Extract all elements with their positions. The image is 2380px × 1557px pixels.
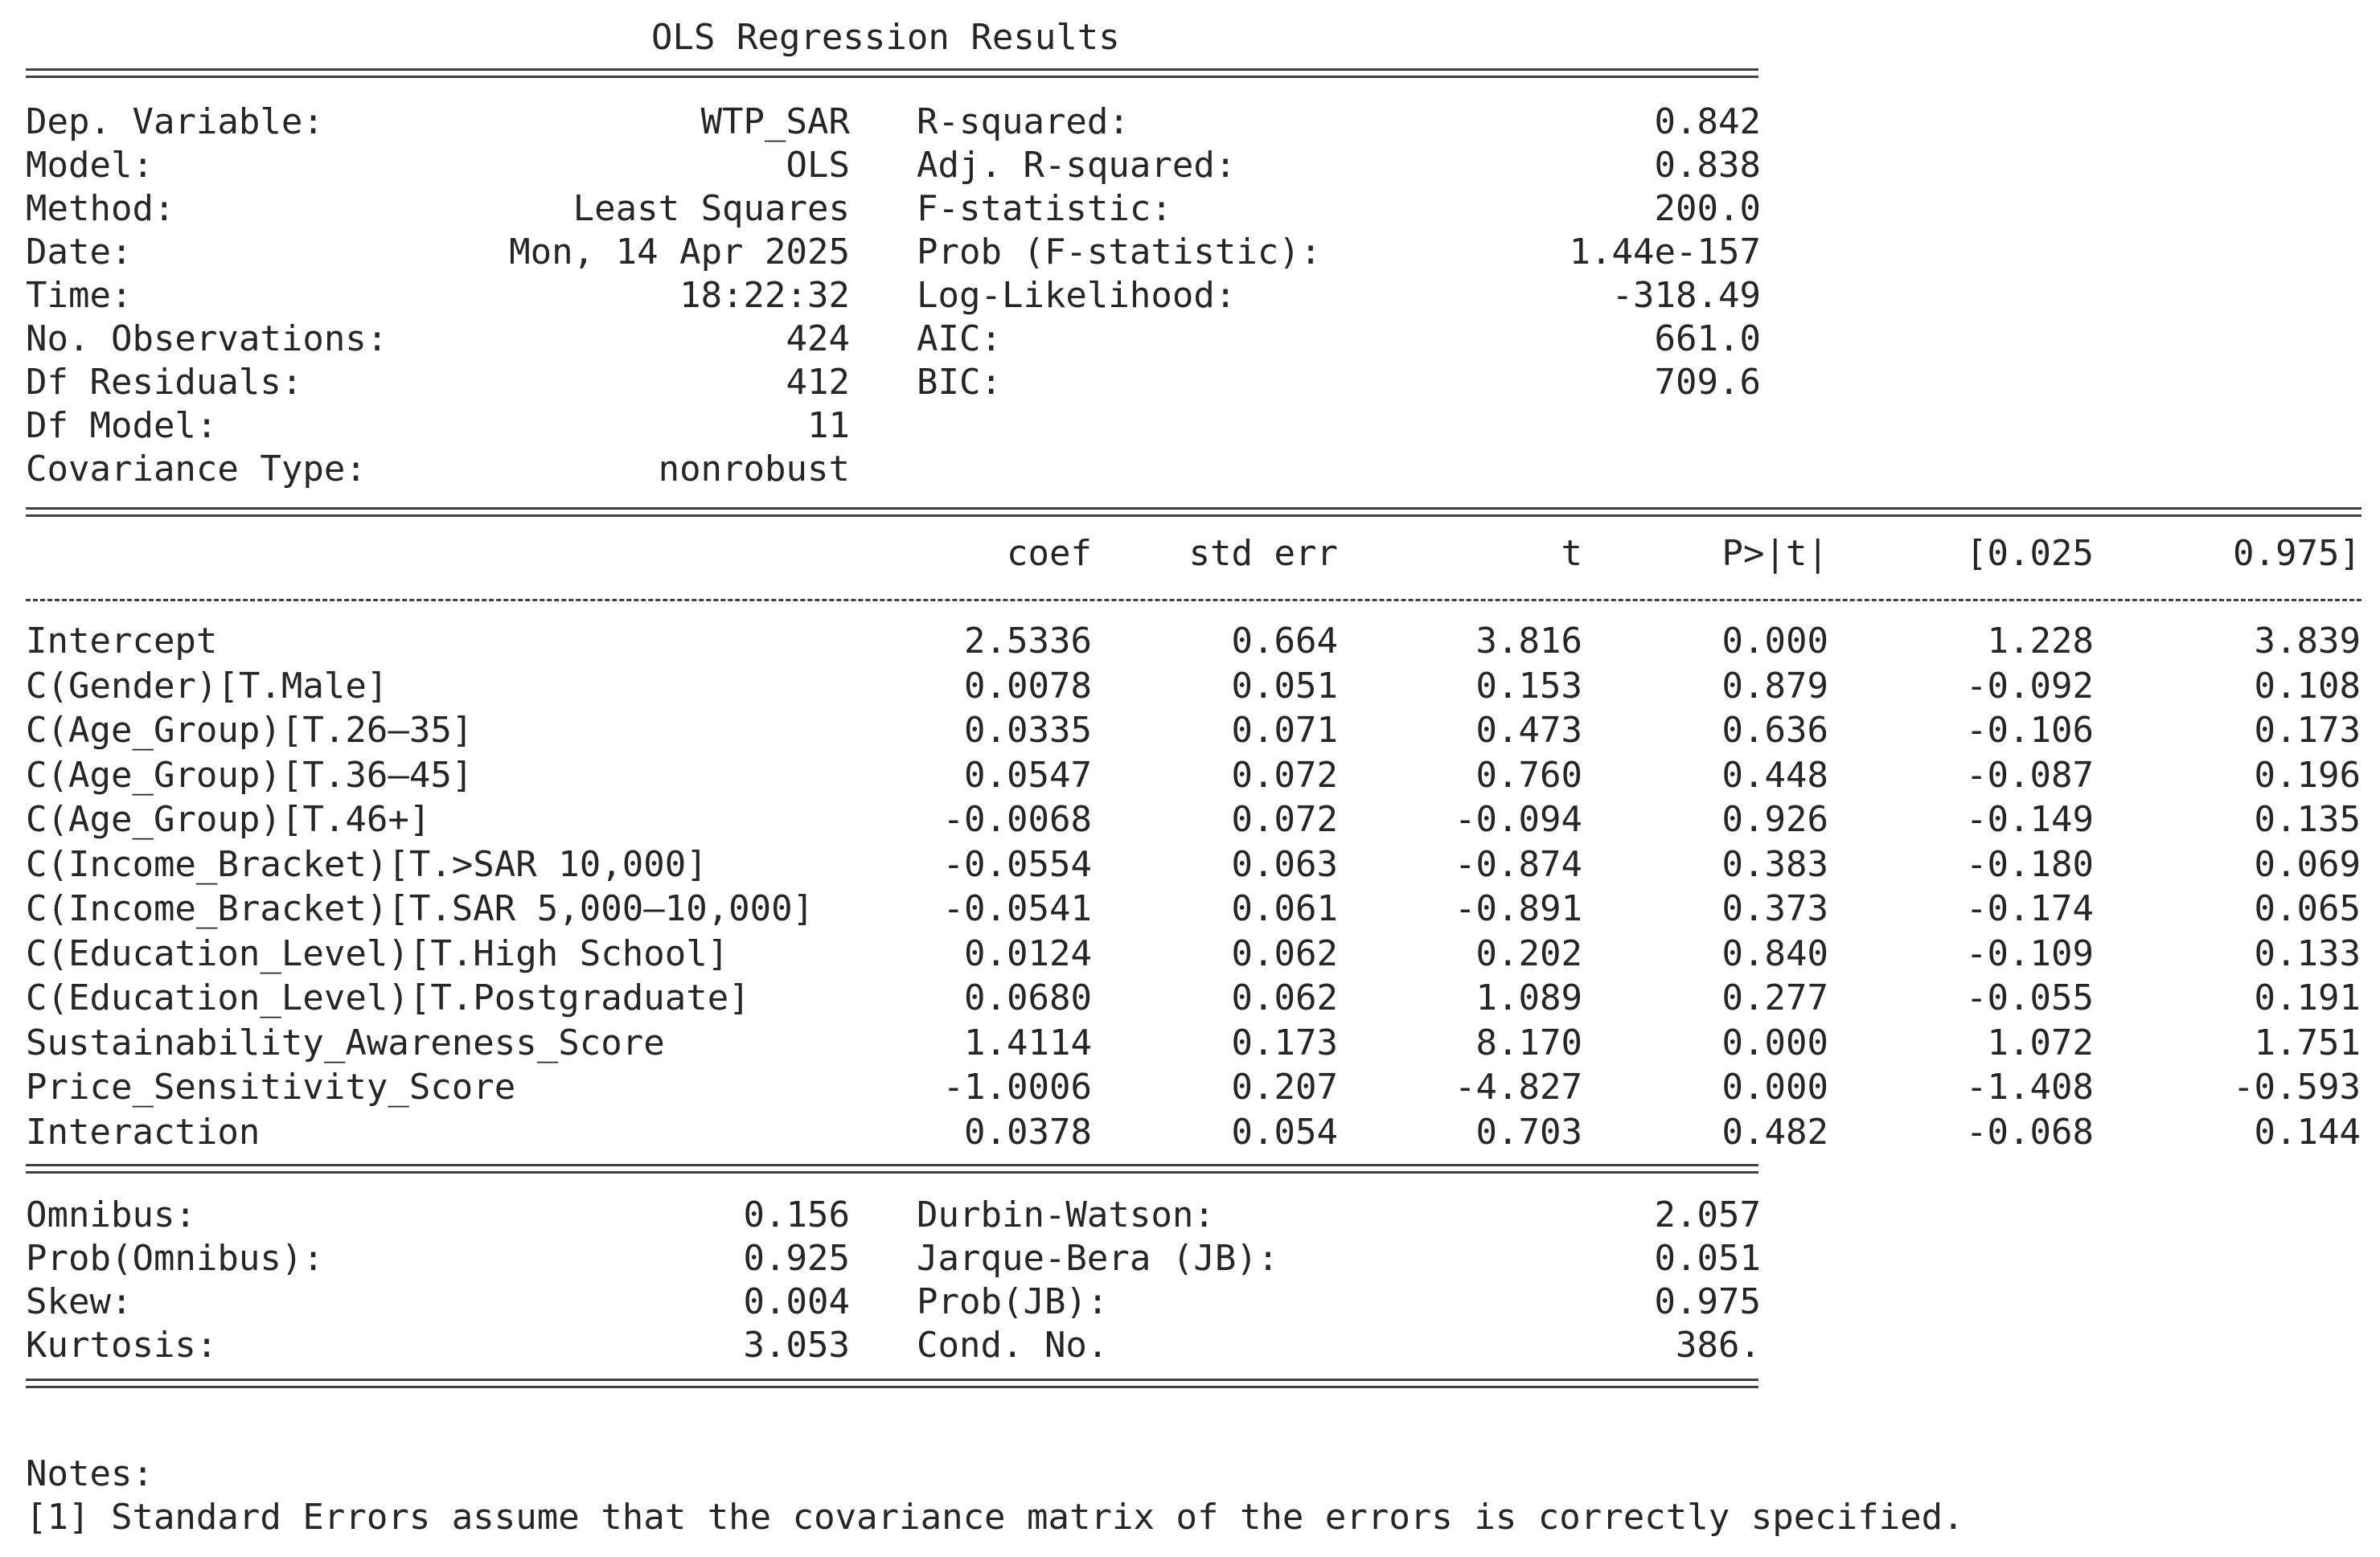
cell-p: 0.840 [1721,933,1828,974]
cell-p: 0.000 [1721,1067,1828,1108]
cell-std-err: 0.062 [1231,933,1338,974]
model-stat-label: BIC: [917,362,1002,403]
cell-coef: -1.0006 [942,1067,1092,1108]
diagnostic-value: 386. [1676,1325,1761,1366]
model-info-value: OLS [786,145,850,186]
cell-t: 8.170 [1475,1022,1582,1063]
cell-std-err: 0.173 [1231,1022,1338,1063]
cell-std-err: 0.207 [1231,1067,1338,1108]
model-info-label: Dep. Variable: [26,101,324,142]
bottom-double-rule [26,1379,1758,1388]
variable-name: C(Education_Level)[T.High School] [26,933,729,974]
diagnostic-label: Kurtosis: [26,1325,218,1366]
model-info-label: Covariance Type: [26,449,367,490]
diagnostic-value: 0.051 [1654,1238,1761,1279]
coef-column-header: std err [1188,533,1338,574]
model-stat-label: Adj. R-squared: [917,145,1237,186]
variable-name: C(Education_Level)[T.Postgraduate] [26,977,750,1018]
model-info-label: Model: [26,145,154,186]
cell-t: 3.816 [1475,621,1582,662]
cell-ci-low: -0.149 [1966,799,2094,840]
top-double-rule [26,68,1758,78]
cell-t: 1.089 [1475,977,1582,1018]
cell-ci-low: -0.087 [1966,755,2094,796]
model-stat-label: Prob (F-statistic): [917,232,1322,272]
diagnostics-top-double-rule [26,1164,1758,1174]
coef-top-double-rule [26,507,2362,517]
cell-coef: -0.0554 [942,844,1092,885]
variable-name: Price_Sensitivity_Score [26,1067,516,1108]
cell-ci-high: 0.135 [2254,799,2361,840]
cell-ci-low: -0.055 [1966,977,2094,1018]
cell-coef: 1.4114 [964,1022,1092,1063]
cell-p: 0.448 [1721,755,1828,796]
model-stat-label: Log-Likelihood: [917,275,1237,316]
model-info-value: 11 [807,405,850,446]
cell-std-err: 0.061 [1231,888,1338,929]
model-info-value: Mon, 14 Apr 2025 [509,232,850,272]
cell-std-err: 0.072 [1231,755,1338,796]
diagnostic-label: Skew: [26,1281,133,1322]
cell-ci-high: 0.108 [2254,666,2361,707]
cell-ci-high: 0.173 [2254,710,2361,751]
cell-ci-low: -1.408 [1966,1067,2094,1108]
cell-t: -4.827 [1455,1067,1582,1108]
cell-p: 0.879 [1721,666,1828,707]
coef-header-dashed-rule [26,599,2362,601]
cell-std-err: 0.072 [1231,799,1338,840]
cell-p: 0.636 [1721,710,1828,751]
coef-column-header: coef [1007,533,1092,574]
diagnostic-label: Prob(Omnibus): [26,1238,324,1279]
cell-std-err: 0.063 [1231,844,1338,885]
model-stat-value: 1.44e-157 [1569,232,1761,272]
cell-coef: 0.0547 [964,755,1092,796]
cell-ci-high: 3.839 [2254,621,2361,662]
cell-coef: -0.0541 [942,888,1092,929]
cell-t: 0.153 [1475,666,1582,707]
variable-name: Interaction [26,1112,261,1153]
cell-p: 0.926 [1721,799,1828,840]
model-info-label: Df Model: [26,405,218,446]
diagnostic-value: 0.004 [743,1281,850,1322]
cell-coef: -0.0068 [942,799,1092,840]
model-stat-value: 0.838 [1654,145,1761,186]
coef-column-header: 0.975] [2233,533,2361,574]
cell-std-err: 0.051 [1231,666,1338,707]
coef-column-header: P>|t| [1721,533,1828,574]
diagnostic-value: 0.156 [743,1194,850,1235]
model-info-value: WTP_SAR [700,101,850,142]
model-stat-label: AIC: [917,318,1002,359]
cell-ci-low: -0.092 [1966,666,2094,707]
cell-t: 0.202 [1475,933,1582,974]
variable-name: C(Gender)[T.Male] [26,666,388,707]
model-info-value: 18:22:32 [679,275,850,316]
diagnostic-label: Cond. No. [917,1325,1109,1366]
diagnostic-value: 3.053 [743,1325,850,1366]
diagnostic-label: Durbin-Watson: [917,1194,1215,1235]
diagnostic-label: Jarque-Bera (JB): [917,1238,1279,1279]
cell-p: 0.277 [1721,977,1828,1018]
cell-p: 0.000 [1721,621,1828,662]
model-stat-label: F-statistic: [917,188,1172,229]
variable-name: Sustainability_Awareness_Score [26,1022,665,1063]
cell-ci-high: -0.593 [2233,1067,2361,1108]
model-info-label: Df Residuals: [26,362,303,403]
model-stat-value: 661.0 [1654,318,1761,359]
model-info-value: 424 [786,318,850,359]
cell-ci-low: -0.109 [1966,933,2094,974]
cell-p: 0.383 [1721,844,1828,885]
cell-ci-low: 1.228 [1987,621,2094,662]
cell-coef: 2.5336 [964,621,1092,662]
model-info-value: Least Squares [572,188,850,229]
cell-std-err: 0.664 [1231,621,1338,662]
cell-coef: 0.0680 [964,977,1092,1018]
cell-p: 0.482 [1721,1112,1828,1153]
cell-ci-high: 0.196 [2254,755,2361,796]
cell-p: 0.000 [1721,1022,1828,1063]
model-info-label: Date: [26,232,133,272]
cell-ci-high: 0.144 [2254,1112,2361,1153]
cell-coef: 0.0378 [964,1112,1092,1153]
diagnostic-value: 0.975 [1654,1281,1761,1322]
cell-t: 0.760 [1475,755,1582,796]
variable-name: C(Income_Bracket)[T.SAR 5,000–10,000] [26,888,815,929]
page-title: OLS Regression Results [651,17,1120,58]
cell-std-err: 0.071 [1231,710,1338,751]
cell-ci-low: 1.072 [1987,1022,2094,1063]
coef-column-header: [0.025 [1966,533,2094,574]
cell-t: -0.891 [1455,888,1582,929]
cell-t: 0.473 [1475,710,1582,751]
cell-t: -0.094 [1455,799,1582,840]
variable-name: C(Age_Group)[T.26–35] [26,710,474,751]
model-info-label: Time: [26,275,133,316]
model-stat-value: 0.842 [1654,101,1761,142]
cell-std-err: 0.054 [1231,1112,1338,1153]
model-stat-value: -318.49 [1611,275,1761,316]
diagnostic-label: Prob(JB): [917,1281,1109,1322]
model-info-value: nonrobust [658,449,850,490]
model-stat-label: R-squared: [917,101,1130,142]
diagnostic-value: 2.057 [1654,1194,1761,1235]
variable-name: C(Age_Group)[T.36–45] [26,755,474,796]
model-info-label: No. Observations: [26,318,388,359]
model-stat-value: 200.0 [1654,188,1761,229]
cell-ci-high: 0.133 [2254,933,2361,974]
variable-name: Intercept [26,621,218,662]
model-info-value: 412 [786,362,850,403]
diagnostic-value: 0.925 [743,1238,850,1279]
cell-std-err: 0.062 [1231,977,1338,1018]
cell-ci-high: 0.191 [2254,977,2361,1018]
model-info-label: Method: [26,188,175,229]
cell-coef: 0.0078 [964,666,1092,707]
cell-ci-high: 0.069 [2254,844,2361,885]
cell-p: 0.373 [1721,888,1828,929]
cell-t: 0.703 [1475,1112,1582,1153]
model-stat-value: 709.6 [1654,362,1761,403]
variable-name: C(Age_Group)[T.46+] [26,799,431,840]
cell-ci-low: -0.174 [1966,888,2094,929]
coef-column-header: t [1561,533,1582,574]
cell-ci-low: -0.068 [1966,1112,2094,1153]
diagnostic-label: Omnibus: [26,1194,196,1235]
cell-ci-low: -0.180 [1966,844,2094,885]
cell-coef: 0.0124 [964,933,1092,974]
cell-ci-low: -0.106 [1966,710,2094,751]
variable-name: C(Income_Bracket)[T.>SAR 10,000] [26,844,708,885]
notes-heading: Notes: [26,1453,154,1494]
notes-line: [1] Standard Errors assume that the covariance matrix of the errors is correctly specified. [26,1497,1964,1538]
cell-ci-high: 0.065 [2254,888,2361,929]
cell-ci-high: 1.751 [2254,1022,2361,1063]
cell-t: -0.874 [1455,844,1582,885]
cell-coef: 0.0335 [964,710,1092,751]
